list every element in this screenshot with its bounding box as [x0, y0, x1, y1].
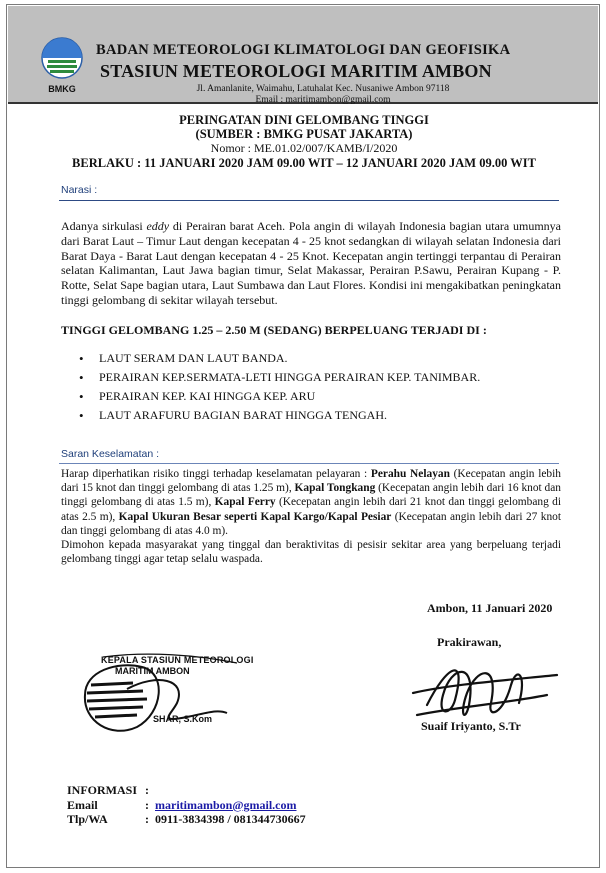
document-page: [6, 4, 600, 868]
narasi-text: Adanya sirkulasi eddy di Perairan barat Aceh. Pola angin di wilayah Indonesia bagian utara umumnya dari Barat Laut – Timur Laut dengan kecepatan 4 - 25 knot sedangkan di wilayah selatan Indonesia dari Barat Daya - Barat Laut dengan kecepatan 4 - 25 Knot. Kecepatan angin tertinggi terpantau di Perairan selatan Kalimantan, Laut Jawa bagian timur, Selat Makassar, Perairan P.Sawu, Perairan Kupang - P. Rotte, Selat Sape bagian utara, Laut Sumbawa dan Laut Flores. Kondisi ini mengakibatkan peningkatan tinggi gelombang di sekitar wilayah tersebut.: [61, 219, 561, 307]
document-title: PERINGATAN DINI GELOMBANG TINGGI: [179, 113, 429, 127]
info-title: INFORMASI: [67, 783, 138, 797]
list-item: • PERAIRAN KEP. KAI HINGGA KEP. ARU: [79, 387, 480, 406]
stamp-subtitle: MARITIM AMBON: [115, 666, 190, 676]
document-source: (SUMBER : BMKG PUSAT JAKARTA): [195, 127, 413, 141]
document-number: Nomor : ME.01.02/007/KAMB/I/2020: [210, 141, 398, 155]
forecaster-title: Prakirawan,: [437, 635, 502, 649]
svg-text:BMKG: BMKG: [48, 84, 76, 94]
affected-areas-list: [79, 349, 480, 425]
list-item: • LAUT SERAM DAN LAUT BANDA.: [79, 349, 480, 368]
saran-divider: [59, 463, 559, 464]
narasi-label: Narasi :: [61, 184, 98, 196]
safety-advice: Harap diperhatikan risiko tinggi terhadap keselamatan pelayaran : Perahu Nelayan (Kecepatan angin lebih dari 15 knot dan tinggi gelombang di atas 1.25 m), Kapal Tongkang (Kecepatan angin lebih dari 16 knot dan tinggi gelombang di atas 1.5 m), Kapal Ferry (Kecepatan angin lebih dari 21 knot dan tinggi gelombang di atas 2.5 m), Kapal Ukuran Besar seperti Kapal Kargo/Kapal Pesiar (Kecepatan angin lebih dari 27 knot dan tinggi gelombang di atas 4.0 m). Dimohon kepada masyarakat yang tinggal dan beraktivitas di pesisir sekitar area yang berpeluang terjadi gelombang tinggi agar tetap selalu waspada.: [61, 468, 561, 566]
organization-name: BADAN METEOROLOGI KLIMATOLOGI DAN GEOFISIKA: [96, 42, 511, 58]
eddy-term: eddy: [146, 219, 170, 233]
list-item: • PERAIRAN KEP.SERMATA-LETI HINGGA PERAIRAN KEP. TANIMBAR.: [79, 368, 480, 387]
narasi-divider: [59, 200, 559, 201]
validity-period: BERLAKU : 11 JANUARI 2020 JAM 09.00 WIT – 12 JANUARI 2020 JAM 09.00 WIT: [72, 156, 536, 170]
contact-info: INFORMASI : Email : maritimambon@gmail.com Tlp/WA : 0911-3834398 / 081344730667: [67, 783, 306, 826]
stamp-title: KEPALA STASIUN METEOROLOGI: [101, 655, 254, 665]
forecaster-name: Suaif Iriyanto, S.Tr: [421, 719, 521, 733]
station-address: Jl. Amanlanite, Waimahu, Latuhalat Kec. Nusaniwe Ambon 97118: [196, 84, 450, 94]
saran-label: Saran Keselamatan :: [61, 448, 160, 460]
phone-key: Tlp/WA: [67, 812, 108, 826]
city-date: Ambon, 11 Januari 2020: [427, 601, 553, 615]
list-item: • LAUT ARAFURU BAGIAN BARAT HINGGA TENGAH.: [79, 406, 480, 425]
station-email: Email : maritimambon@gmail.com: [255, 95, 391, 105]
station-name: STASIUN METEOROLOGI MARITIM AMBON: [100, 61, 492, 81]
safety-advice-closing: Dimohon kepada masyarakat yang tinggal dan beraktivitas di pesisir sekitar area yang berpeluang terjadi gelombang tinggi agar tetap selalu waspada.: [61, 539, 561, 566]
email-key: Email: [67, 797, 98, 812]
document-title-block: [7, 113, 601, 171]
stamp-signer-name: SHAR, S.Kom: [153, 714, 213, 724]
letterhead: [8, 6, 598, 104]
phone-value: 0911-3834398 / 081344730667: [155, 812, 306, 826]
email-link[interactable]: maritimambon@gmail.com: [155, 797, 297, 812]
wave-height-heading: TINGGI GELOMBANG 1.25 – 2.50 M (SEDANG) BERPELUANG TERJADI DI :: [61, 323, 487, 337]
